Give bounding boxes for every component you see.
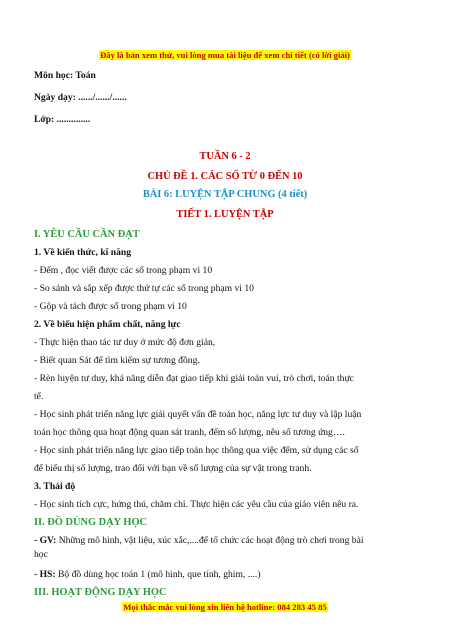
- section-1-sub-2: 2. Về biểu hiện phẩm chất, năng lực: [34, 319, 181, 330]
- quality-item-5-line-2: để biểu thị số lượng, trao đổi với bạn về số lượng của sự vật trong tranh.: [34, 463, 312, 474]
- quality-item-2: - Biết quan Sát để tìm kiếm sự tương đồng.: [34, 355, 200, 366]
- student-materials-line: [34, 568, 416, 581]
- section-1-sub-1: 1. Về kiến thức, kĩ năng: [34, 247, 132, 258]
- section-2-heading: II. ĐỒ DÙNG DẠY HỌC: [34, 517, 148, 528]
- quality-item-3-line-1: - Rèn luyện tư duy, khả năng diễn đạt giao tiếp khi giải toán vui, trò chơi, toán thực: [34, 373, 354, 384]
- teacher-materials-line-1: [34, 534, 416, 547]
- section-1-sub-3: 3. Thái độ: [34, 481, 76, 492]
- attitude-item-1: - Học sinh tích cực, hứng thú, chăm chỉ. Thực hiện các yêu cầu của giáo viên nêu ra.: [34, 499, 359, 510]
- section-1-heading: I. YÊU CẦU CẦN ĐẠT: [34, 229, 140, 240]
- knowledge-item-2: - So sánh và sắp xếp được thứ tự các số trong phạm vi 10: [34, 283, 254, 294]
- quality-item-4-line-2: toán học thông qua hoạt động quan sát tranh, đếm số lượng, nêu số tương ứng….: [34, 427, 345, 438]
- week-title: TUẦN 6 - 2: [199, 151, 251, 162]
- preview-notice: [0, 50, 450, 60]
- quality-item-1: - Thực hiện thao tác tư duy ở mức độ đơn giản,: [34, 337, 216, 348]
- quality-item-5-line-1: - Học sinh phát triển năng lực giao tiếp toán học thông qua việc đếm, sử dụng các số: [34, 445, 359, 456]
- preview-notice-text: Đây là bản xem thử, vui lòng mua tài liệu để xem chi tiết (có lời giải): [100, 50, 350, 60]
- teacher-materials-line-2: học: [34, 549, 48, 560]
- hotline-notice-text: Mọi thắc mắc vui lòng xin liên hệ hotline: 084 283 45 85: [123, 602, 327, 612]
- knowledge-item-1: - Đếm , đọc viết được các số trong phạm vi 10: [34, 265, 213, 276]
- quality-item-3-line-2: tế.: [34, 391, 44, 402]
- lesson-title: BÀI 6: LUYỆN TẬP CHUNG (4 tiết): [142, 189, 308, 200]
- class-line: Lớp: ..............: [34, 114, 91, 125]
- subject-line: Môn học: Toán: [34, 70, 96, 81]
- hotline-notice: [0, 602, 450, 612]
- student-materials-text: Bộ đồ dùng học toán 1 (mô hình, que tính, ghim, ....): [55, 569, 261, 580]
- quality-item-4-line-1: - Học sinh phát triển năng lực giải quyết vấn đề toán học, năng lực tư duy và lập luận: [34, 409, 362, 420]
- section-3-heading: III. HOẠT ĐỘNG DẠY HỌC: [34, 587, 167, 598]
- student-label: - HS:: [34, 569, 56, 580]
- teacher-materials-text: Những mô hình, vật liệu, xúc xắc,....để tổ chức các hoạt động trò chơi trong bài: [56, 535, 364, 546]
- topic-title: CHỦ ĐỀ 1. CÁC SỐ TỪ 0 ĐẾN 10: [147, 171, 303, 182]
- date-line: Ngày dạy: ....../....../......: [34, 92, 127, 103]
- teacher-label: - GV:: [34, 535, 57, 546]
- period-title: TIẾT 1. LUYỆN TẬP: [176, 209, 274, 220]
- knowledge-item-3: - Gộp và tách được số trong phạm vi 10: [34, 301, 187, 312]
